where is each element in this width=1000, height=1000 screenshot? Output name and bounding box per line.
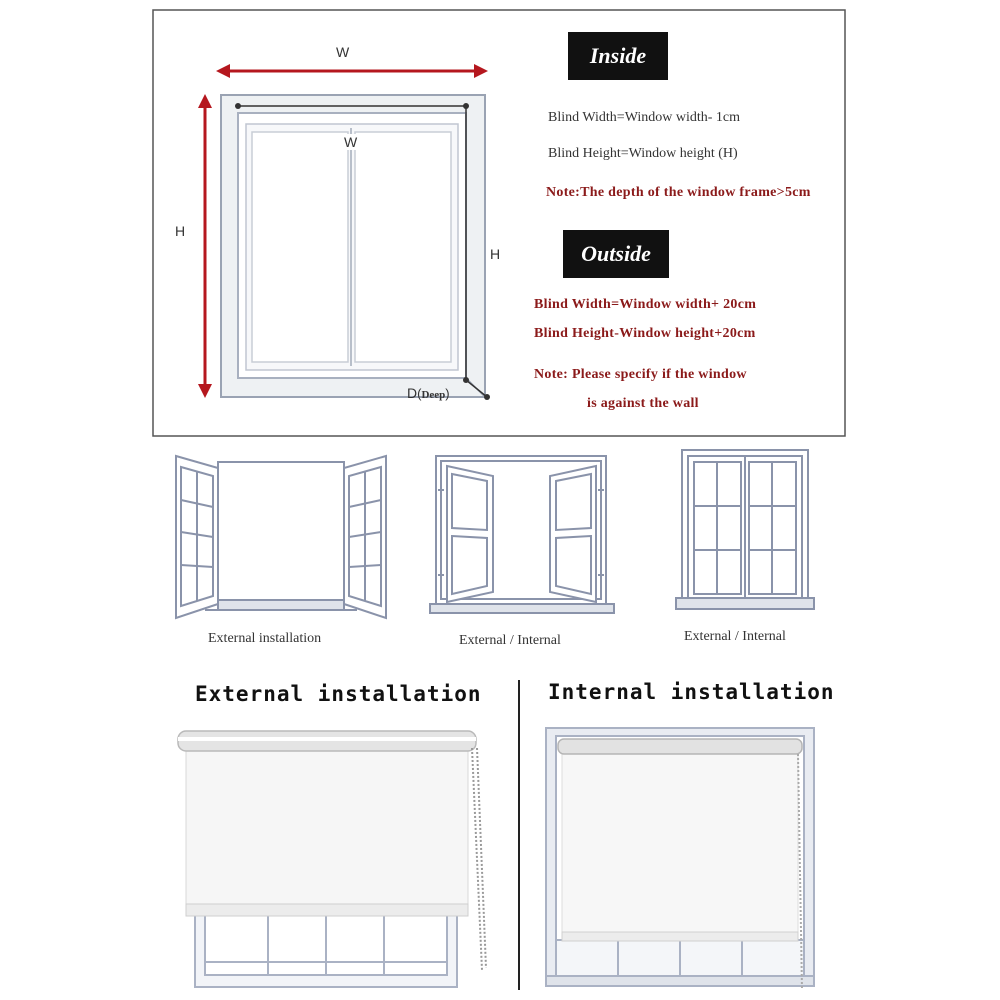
- window-type-caption-3: External / Internal: [684, 629, 786, 644]
- depth-label: D(Deep): [407, 385, 450, 401]
- width-label-inner: W: [344, 134, 358, 150]
- inside-badge: Inside: [568, 32, 668, 80]
- internal-install-title: Internal installation: [548, 680, 835, 704]
- width-label-top: W: [336, 44, 350, 60]
- outside-note-line1: Note: Please specify if the window: [534, 367, 747, 382]
- window-type-caption-1: External installation: [208, 631, 322, 646]
- window-type-caption-2: External / Internal: [459, 633, 561, 648]
- inside-note: Note:The depth of the window frame>5cm: [546, 185, 811, 200]
- depth-word: Deep: [421, 389, 446, 401]
- external-install-title: External installation: [195, 682, 482, 706]
- external-window: [195, 915, 457, 987]
- outside-height-rule: Blind Height-Window height+20cm: [534, 326, 756, 341]
- depth-letter: D: [407, 385, 418, 401]
- inside-width-rule: Blind Width=Window width- 1cm: [548, 110, 741, 125]
- height-label-left: H: [175, 223, 186, 239]
- outside-note-line2: is against the wall: [587, 396, 699, 411]
- height-label-right: H: [490, 246, 501, 262]
- inside-height-rule: Blind Height=Window height (H): [548, 146, 738, 161]
- outside-badge: Outside: [563, 230, 669, 278]
- outside-width-rule: Blind Width=Window width+ 20cm: [534, 297, 757, 312]
